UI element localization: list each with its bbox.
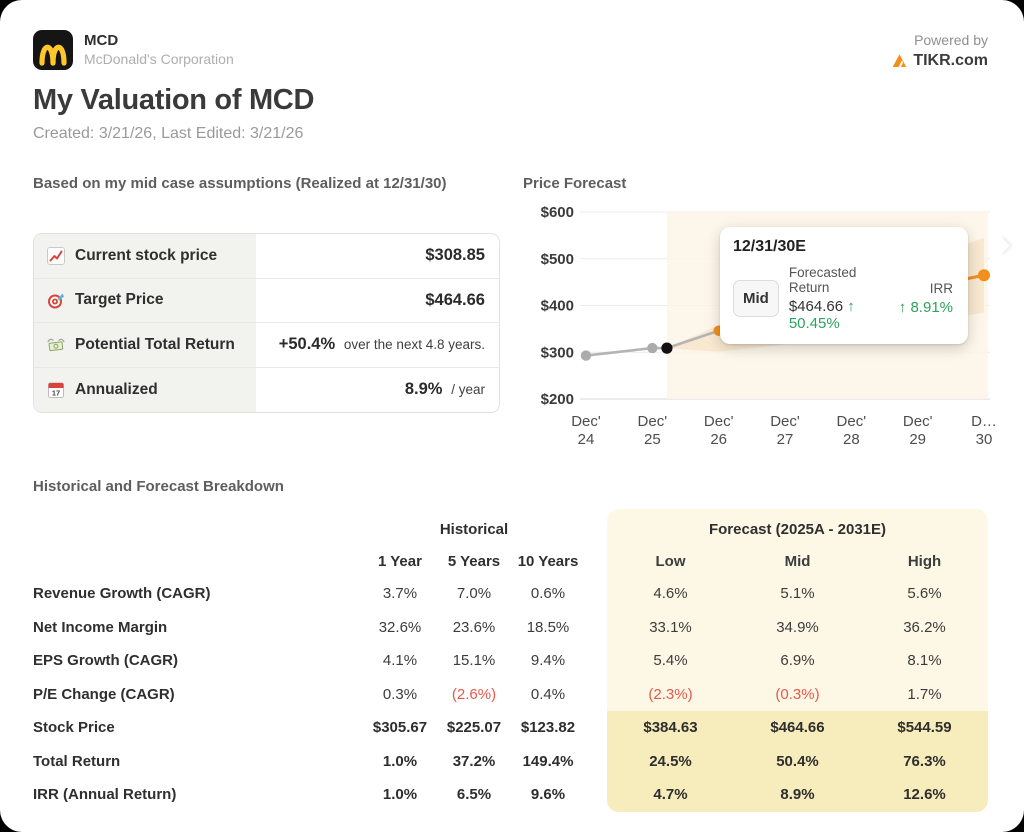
irr-label: IRR [929, 281, 953, 296]
historical-cell: 37.2% [452, 752, 496, 770]
company-brand [33, 30, 234, 70]
forecasted-return-col [789, 265, 889, 332]
current-price-point [661, 343, 672, 354]
breakdown-heading: Historical and Forecast Breakdown [33, 478, 284, 495]
tooltip-return-delta: ↑ 50.45% [788, 298, 855, 332]
summary-label: Current stock price [75, 246, 218, 264]
forecast-cell: 5.1% [780, 585, 815, 602]
historical-cell: 149.4% [522, 752, 574, 770]
table-row [33, 611, 585, 645]
summary-label: Potential Total Return [75, 335, 235, 353]
historical-cell: 9.4% [530, 652, 566, 669]
summary-value: 8.9% [404, 380, 443, 399]
summary-table [33, 233, 500, 413]
forecast-header: Forecast (2025A - 2031E) [708, 521, 887, 538]
irr-value: ↑ 8.91% [898, 299, 953, 316]
row-label: Net Income Margin [33, 618, 168, 636]
target-price-point [978, 269, 990, 281]
tooltip-price: $464.66 [788, 298, 844, 315]
money-wings-icon [46, 335, 66, 355]
historical-cell: $305.67 [372, 719, 428, 736]
forecast-cell: 5.4% [653, 652, 688, 669]
forecast-card [607, 509, 988, 812]
historical-cell: 4.1% [382, 652, 418, 669]
page-meta: Created: 3/21/26, Last Edited: 3/21/26 [33, 125, 304, 142]
company-names [84, 32, 234, 68]
row-label: Revenue Growth (CAGR) [33, 585, 211, 602]
calendar-icon [46, 380, 66, 400]
irr-col [899, 281, 955, 316]
forecast-tooltip [720, 227, 968, 344]
row-label: Total Return [33, 752, 121, 770]
tikr-link[interactable] [891, 52, 988, 70]
summary-value-cell [256, 234, 499, 278]
historical-col-header: 1 Year [378, 553, 422, 570]
breakdown-gap [585, 509, 607, 812]
table-row [33, 711, 585, 745]
row-label: EPS Growth (CAGR) [33, 652, 178, 669]
forecast-cell: 50.4% [776, 752, 819, 770]
y-tick-label: $500 [540, 250, 574, 268]
forecast-header-row [607, 517, 988, 547]
forecast-cell: 36.2% [903, 618, 946, 636]
breakdown-table [33, 509, 991, 812]
row-label: Stock Price [33, 719, 115, 736]
summary-value-cell [256, 368, 499, 413]
historical-col-header: 5 Years [447, 553, 501, 570]
x-tick-label: Dec' 29 [902, 413, 933, 448]
summary-label: Annualized [75, 380, 158, 398]
summary-label-cell [34, 279, 256, 323]
summary-section [33, 175, 500, 413]
tikr-brand-label: TIKR.com [913, 52, 988, 69]
table-row [33, 778, 585, 812]
historical-header-row [33, 517, 585, 547]
summary-label-cell [34, 234, 256, 278]
forecast-row [607, 611, 988, 645]
x-tick-label: Dec' 27 [770, 413, 800, 448]
historical-point [647, 343, 657, 353]
y-tick-label: $400 [540, 297, 574, 315]
forecast-cell: 4.6% [653, 585, 688, 602]
x-tick-label: D… 30 [971, 413, 997, 448]
historical-cell: 1.0% [382, 786, 418, 803]
forecast-cell: 4.7% [653, 786, 688, 803]
historical-header: Historical [439, 521, 509, 538]
summary-row [34, 368, 499, 413]
summary-label: Target Price [75, 291, 164, 309]
summary-value: +50.4% [278, 335, 336, 354]
historical-cell: 3.7% [382, 585, 418, 602]
forecast-cell: 5.6% [907, 585, 942, 602]
forecast-row [607, 577, 988, 611]
historical-cell: $225.07 [446, 719, 502, 736]
forecast-cell: 6.9% [780, 652, 815, 669]
mcd-logo-icon [33, 30, 73, 70]
svg-text:17: 17 [51, 388, 61, 398]
forecast-row [607, 678, 988, 712]
historical-cell: 6.5% [456, 786, 492, 803]
forecasted-return-value [789, 298, 889, 332]
summary-label-cell [34, 368, 256, 413]
historical-cell: (2.6%) [451, 685, 497, 703]
forecast-cell: 33.1% [649, 618, 692, 636]
historical-point [581, 350, 591, 360]
historical-columns [33, 509, 585, 812]
forecast-cell: 8.1% [907, 652, 942, 669]
row-label: P/E Change (CAGR) [33, 685, 175, 703]
table-row [33, 678, 585, 712]
summary-heading: Based on my mid case assumptions (Realized at 12/31/30) [33, 175, 447, 192]
table-row [33, 644, 585, 678]
historical-cell: $123.82 [520, 719, 576, 736]
forecast-cell: (0.3%) [775, 685, 820, 703]
forecast-col-header: Mid [784, 553, 811, 570]
forecast-row [607, 778, 988, 812]
summary-value-cell [256, 323, 499, 367]
historical-subheader-row [33, 547, 585, 577]
summary-value-suffix: over the next 4.8 years. [340, 337, 485, 353]
page-title: My Valuation of MCD [33, 84, 315, 116]
historical-col-header: 10 Years [517, 553, 579, 570]
forecast-cell: $464.66 [770, 719, 825, 736]
forecast-row [607, 644, 988, 678]
historical-cell: 7.0% [456, 585, 492, 602]
summary-value-cell [256, 279, 499, 323]
y-tick-label: $600 [540, 204, 574, 221]
x-tick-label: Dec' 24 [571, 413, 601, 448]
historical-cell: 0.3% [382, 685, 418, 703]
summary-value: $464.66 [425, 290, 485, 309]
ticker-label: MCD [84, 31, 119, 49]
historical-cell: 0.4% [530, 685, 566, 703]
y-tick-label: $300 [540, 344, 574, 362]
summary-row [34, 279, 499, 324]
forecast-col-header: High [907, 553, 942, 570]
forecast-row [607, 745, 988, 779]
breakdown-section [33, 478, 991, 812]
company-name: McDonald's Corporation [84, 50, 234, 67]
table-row [33, 577, 585, 611]
powered-by-block [891, 32, 988, 70]
summary-label-cell [34, 323, 256, 367]
summary-row [34, 323, 499, 368]
y-tick-label: $200 [540, 391, 574, 408]
line-chart-icon [46, 246, 66, 266]
tooltip-date: 12/31/30E [733, 238, 806, 255]
x-tick-label: Dec' 25 [637, 413, 668, 448]
tikr-logo-icon [891, 53, 908, 69]
forecast-cell: 12.6% [903, 786, 946, 803]
forecast-cell: $544.59 [897, 719, 952, 736]
forecast-cell: 8.9% [780, 786, 815, 803]
spacer [33, 547, 363, 577]
powered-by-label: Powered by [914, 32, 988, 48]
mid-case-badge[interactable]: Mid [733, 280, 779, 317]
historical-cell: 18.5% [526, 618, 570, 636]
forecast-cell: 24.5% [649, 752, 692, 770]
x-tick-label: Dec' 28 [836, 413, 867, 448]
price-forecast-chart-wrap [523, 199, 1001, 459]
summary-value-suffix: / year [447, 382, 485, 398]
forecast-row [607, 711, 988, 745]
historical-cell: 23.6% [452, 618, 496, 636]
summary-row [34, 234, 499, 279]
forecast-cell: 34.9% [776, 618, 819, 636]
historical-cell: 1.0% [382, 752, 418, 770]
historical-cell: 32.6% [378, 618, 422, 636]
historical-cell: 15.1% [452, 652, 496, 669]
forecasted-return-label: Forecasted Return [788, 265, 857, 295]
forecast-col-header: Low [655, 553, 686, 570]
historical-cell: 9.6% [530, 786, 566, 803]
forecast-subheader-row [607, 547, 988, 577]
x-tick-label: Dec' 26 [703, 413, 734, 448]
tooltip-body [733, 265, 955, 332]
price-forecast-section [523, 175, 1001, 459]
row-label: IRR (Annual Return) [33, 786, 177, 803]
chart-heading: Price Forecast [523, 175, 627, 192]
table-row [33, 745, 585, 779]
forecast-cell: 76.3% [903, 752, 946, 770]
summary-value: $308.85 [425, 246, 485, 265]
historical-cell: 0.6% [530, 585, 566, 602]
target-icon [46, 290, 66, 310]
forecast-cell: (2.3%) [648, 685, 693, 703]
forecast-cell: $384.63 [643, 719, 698, 736]
forecast-cell: 1.7% [907, 685, 942, 703]
